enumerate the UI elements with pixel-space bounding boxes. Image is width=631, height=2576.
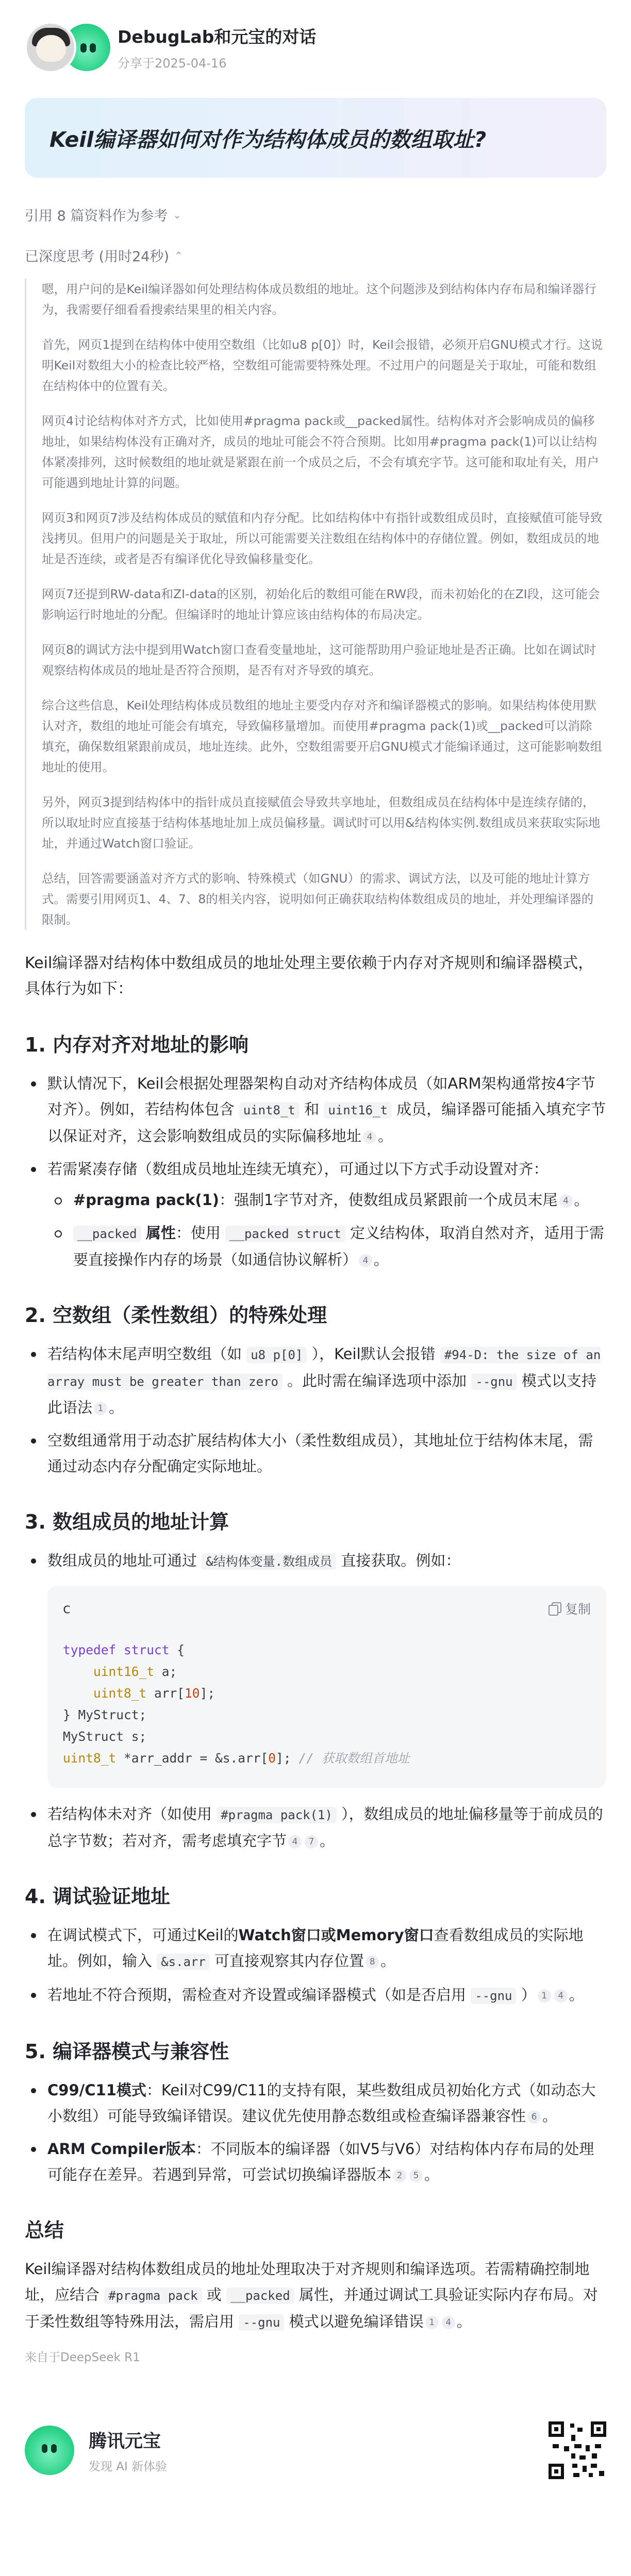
- inline-code: &s.arr: [157, 1954, 210, 1970]
- citation-badge[interactable]: 4: [559, 1194, 573, 1208]
- avatar-group: [25, 22, 112, 73]
- citation-badge[interactable]: 1: [94, 1402, 107, 1415]
- sub-list-item: #pragma pack(1)：强制1字节对齐，使数组成员紧跟前一个成员末尾 4 。: [47, 1187, 606, 1213]
- share-time: 分享于2025-04-16: [118, 56, 227, 71]
- inline-code: #pragma pack: [104, 2287, 202, 2304]
- copy-label: 复制: [564, 1602, 591, 1617]
- address-calc-list-2: [25, 1801, 606, 1854]
- inline-code: __packed: [73, 1226, 141, 1242]
- list-item: 若结构体未对齐（如使用 #pragma pack(1) ），数组成员的地址偏移量等于前成员的总字节数；若对齐，需考虑填充字节 4 7 。: [25, 1801, 606, 1854]
- thinking-content: [25, 279, 606, 930]
- thinking-paragraph: 网页8的调试方法中提到用Watch窗口查看变量地址，这可能帮助用户验证地址是否正确。比如在调试时观察结构体成员的地址是否符合预期，是否有对齐导致的填充。: [42, 642, 596, 677]
- deep-thinking-label: 已深度思考 (用时24秒): [25, 249, 170, 265]
- citation-badge[interactable]: 6: [527, 2110, 541, 2124]
- thinking-paragraph: 网页4讨论结构体对齐方式，比如使用#pragma pack或__packed属性。结构体对齐会影响成员的偏移地址，如果结构体没有正确对齐，成员的地址可能会不符合预期。比如用#pragma pack(1)可以让结构体紧凑排列，这时候数组的地址就是紧跟在前一个成员之后，不会有填充字节。这可能和取址有关，用户可能遇到地址计算的问题。: [42, 414, 599, 490]
- inline-code: __packed: [226, 2287, 294, 2304]
- brand-name: 腾讯元宝: [89, 2431, 161, 2452]
- inline-code: #94-D: the size of an array must be greater than zero: [47, 1348, 601, 1389]
- chevron-up-icon: ⌃: [174, 249, 183, 262]
- citation-badge[interactable]: 7: [305, 1835, 318, 1849]
- qr-code-icon: [549, 2421, 606, 2479]
- references-toggle[interactable]: [25, 205, 606, 225]
- conversation-header: [25, 0, 606, 77]
- inline-code: #pragma pack(1): [217, 1807, 337, 1823]
- list-item: C99/C11模式：Keil对C99/C11的支持有限，某些数组成员初始化方式（如动态大小数组）可能导致编译错误。建议优先使用静态数组或检查编译器兼容性 6 。: [25, 2077, 606, 2129]
- chevron-down-icon: ⌄: [173, 208, 182, 221]
- conversation-title: DebugLab和元宝的对话: [118, 27, 317, 47]
- list-item: ARM Compiler版本：不同版本的编译器（如V5与V6）对结构体内存布局的处理可能存在差异。若遇到异常，可尝试切换编译器版本 2 5 。: [25, 2136, 606, 2188]
- inline-code: __packed struct: [225, 1226, 345, 1242]
- inline-code: --gnu: [239, 2314, 284, 2331]
- thinking-paragraph: 另外，网页3提到结构体中的指针成员直接赋值会导致共享地址，但数组成员在结构体中是连续存储的，所以取址时应直接基于结构体基地址加上成员偏移量。调试时可以用&结构体实例.数组成员来获取实际地址，并通过Watch窗口验证。: [42, 795, 601, 851]
- list-item: 若地址不符合预期，需检查对齐设置或编译器模式（如是否启用 --gnu ） 1 4 。: [25, 1982, 606, 2009]
- sub-list-item: __packed 属性：使用 __packed struct 定义结构体，取消自然对齐，适用于需要直接操作内存的场景（如通信协议解析） 4 。: [47, 1220, 606, 1273]
- copy-button[interactable]: [549, 1599, 591, 1618]
- list-item: 若需紧凑存储（数组成员地址连续无填充），可通过以下方式手动设置对齐： #pragma pack(1)：强制1字节对齐，使数组成员紧跟前一个成员末尾 4 。 __packed 属性：使用 __packed struct 定义结构体，取消自然对齐，适用于需要直接操作内存的场景（如通信协议解析） 4 。: [25, 1156, 606, 1273]
- section-heading-debug: 4. 调试验证地址: [25, 1885, 171, 1908]
- copy-icon: [549, 1602, 560, 1615]
- references-label: 引用 8 篇资料作为参考: [25, 208, 168, 224]
- code-block: [47, 1586, 606, 1788]
- citation-badge[interactable]: 4: [554, 1989, 568, 2003]
- list-item: 空数组通常用于动态扩展结构体大小（柔性数组成员），其地址位于结构体末尾，需通过动态内存分配确定实际地址。: [25, 1428, 606, 1479]
- list-item: 默认情况下，Keil会根据处理器架构自动对齐结构体成员（如ARM架构通常按4字节对齐）。例如，若结构体包含 uint8_t 和 uint16_t 成员，编译器可能插入填充字节以保证对齐，这会影响数组成员的实际偏移地址 4 。: [25, 1071, 606, 1149]
- compiler-mode-list: [25, 2077, 606, 2188]
- sub-list: [47, 1187, 606, 1273]
- brand: [25, 2426, 167, 2475]
- section-heading-compiler-mode: 5. 编译器模式与兼容性: [25, 2040, 229, 2063]
- inline-code: u8 p[0]: [246, 1347, 307, 1363]
- section-heading-flexible-array: 2. 空数组（柔性数组）的特殊处理: [25, 1304, 327, 1327]
- inline-code: --gnu: [471, 1988, 516, 2004]
- flexible-array-list: [25, 1341, 606, 1479]
- citation-badge[interactable]: 1: [538, 1989, 551, 2003]
- thinking-paragraph: 首先，网页1提到在结构体中使用空数组（比如u8 p[0]）时，Keil会报错，必须开启GNU模式才行。这说明Keil对数组大小的检查比较严格，空数组可能需要特殊处理。不过用户的问题是关于取址，可能和数组在结构体中的位置有关。: [42, 337, 603, 393]
- thinking-paragraph: 总结，回答需要涵盖对齐方式的影响、特殊模式（如GNU）的需求、调试方法，以及可能的地址计算方式。需要引用网页1、4、7、8的相关内容，说明如何正确获取结构体数组成员的地址，并处理编译器的限制。: [42, 871, 594, 927]
- citation-badge[interactable]: 4: [359, 1254, 372, 1267]
- citation-badge[interactable]: 8: [366, 1955, 379, 1969]
- inline-code: uint8_t: [239, 1102, 300, 1118]
- thinking-paragraph: 嗯，用户问的是Keil编译器如何处理结构体成员数组的地址。这个问题涉及到结构体内存布局和编译器行为，我需要仔细看看搜索结果里的相关内容。: [42, 282, 596, 317]
- answer-intro: Keil编译器对结构体中数组成员的地址处理主要依赖于内存对齐规则和编译器模式，具体行为如下：: [25, 954, 594, 998]
- citation-badge[interactable]: 4: [288, 1835, 302, 1849]
- thinking-paragraph: 网页7还提到RW-data和ZI-data的区别，初始化后的数组可能在RW段，而未初始化的在ZI段，这可能会影响运行时地址的分配。但编译时的地址计算应该由结构体的布局决定。: [42, 587, 600, 622]
- code-content: typedef struct { uint16_t a; uint8_t arr[10]; } MyStruct; MyStruct s; uint8_t *arr_addr = &s.arr[0]; // 获取数组首地址: [63, 1642, 410, 1766]
- inline-code: uint16_t: [324, 1102, 392, 1118]
- list-item: 在调试模式下，可通过Keil的Watch窗口或Memory窗口查看数组成员的实际地址。例如，输入 &s.arr 可直接观察其内存位置 8 。: [25, 1922, 606, 1975]
- address-calc-list: [25, 1548, 606, 1574]
- thinking-paragraph: 网页3和网页7涉及结构体成员的赋值和内存分配。比如结构体中有指针或数组成员时，直接赋值可能导致浅拷贝。但用户的问题是关于取址，所以可能需要关注数组在结构体中的存储位置。例如，数组成员的地址是否连续，或者是否有编译优化导致偏移量变化。: [42, 511, 603, 566]
- citation-badge[interactable]: 1: [425, 2316, 439, 2329]
- user-avatar: [25, 22, 76, 73]
- question-bubble: Keil编译器如何对作为结构体成员的数组取址?: [25, 98, 606, 178]
- citation-badge[interactable]: 4: [363, 1130, 376, 1144]
- section-heading-summary: 总结: [25, 2219, 64, 2242]
- inline-code: --gnu: [471, 1374, 517, 1390]
- footer: [25, 2421, 606, 2479]
- deep-thinking-toggle[interactable]: [25, 245, 606, 265]
- citation-badge[interactable]: 2: [393, 2169, 406, 2182]
- citation-badge[interactable]: 4: [442, 2316, 455, 2329]
- yuanbao-logo-icon: [25, 2426, 74, 2475]
- summary-text: Keil编译器对结构体数组成员的地址处理取决于对齐规则和编译选项。若需精确控制地址，应结合 #pragma pack 或 __packed 属性，并通过调试工具验证实际内存布局。对于柔性数组等特殊用法，需启用 --gnu 模式以避免编译错误 1 4 。: [25, 2260, 598, 2330]
- inline-code: &结构体变量.数组成员: [202, 1553, 336, 1570]
- section-heading-alignment: 1. 内存对齐对地址的影响: [25, 1033, 249, 1056]
- citation-badge[interactable]: 5: [409, 2169, 423, 2182]
- debug-list: [25, 1922, 606, 2009]
- list-item: 若结构体末尾声明空数组（如 u8 p[0] ），Keil默认会报错 #94-D: the size of an array must be greater than zero 。此时需在编译选项中添加 --gnu 模式以支持此语法 1 。: [25, 1341, 606, 1420]
- code-language: c: [63, 1600, 71, 1617]
- list-item: 数组成员的地址可通过 &结构体变量.数组成员 直接获取。例如：: [25, 1548, 606, 1574]
- model-source: 来自于DeepSeek R1: [25, 2351, 140, 2364]
- thinking-paragraph: 综合这些信息，Keil处理结构体成员数组的地址主要受内存对齐和编译器模式的影响。如果结构体使用默认对齐，数组的地址可能会有填充，导致偏移量增加。而使用#pragma pack(1)或__packed可以消除填充，确保数组紧跟前成员，地址连续。此外，空数组需要开启GNU模式才能编译通过，这可能影响数组地址的使用。: [42, 698, 602, 774]
- brand-tagline: 发现 AI 新体验: [89, 2460, 168, 2473]
- section-heading-address-calc: 3. 数组成员的地址计算: [25, 1511, 229, 1533]
- alignment-list: [25, 1071, 606, 1273]
